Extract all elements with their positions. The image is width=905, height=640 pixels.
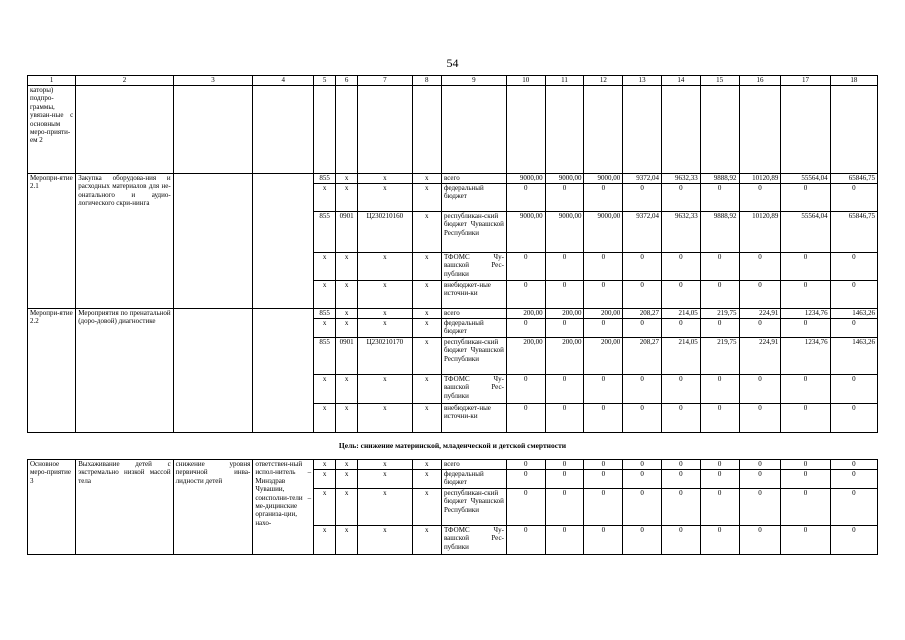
funding-source: ТФОМС Чу-вашской Рес-публики — [441, 253, 506, 281]
amount-cell: 0 — [584, 404, 623, 433]
funding-source: федеральный бюджет — [441, 470, 506, 489]
goal-heading: Цель: снижение материнской, младенческой и детской смертности — [28, 433, 878, 460]
budget-code: 855 — [314, 212, 336, 253]
amount-cell: 0 — [623, 404, 662, 433]
amount-cell: 0 — [661, 404, 700, 433]
indicator-label: каторы) подпро-граммы, увязан-ные с основным меро-прияти-ем 2 — [28, 86, 76, 174]
funding-source: федеральный бюджет — [441, 319, 506, 338]
amount-cell: 200,00 — [584, 309, 623, 319]
budget-code: x — [358, 460, 413, 470]
amount-cell: 0 — [830, 375, 877, 404]
amount-cell: 0 — [506, 470, 545, 489]
funding-source: республикан-ский бюджет Чувашской Республики — [441, 212, 506, 253]
amount-cell: 0 — [661, 470, 700, 489]
amount-cell: 0 — [545, 489, 584, 526]
activity-description: Закупка оборудова-ния и расходных материалов для не-онатального и аудио-логического скри-нинга — [76, 174, 173, 309]
amount-cell: 208,27 — [623, 309, 662, 319]
amount-cell: 0 — [700, 470, 739, 489]
budget-code: x — [412, 526, 441, 555]
amount-cell: 0 — [661, 184, 700, 212]
budget-code: x — [412, 375, 441, 404]
amount-cell: 0 — [739, 526, 781, 555]
amount-cell: 0 — [623, 375, 662, 404]
amount-cell: 0 — [545, 404, 584, 433]
column-number: 5 — [314, 76, 336, 86]
amount-cell: 224,91 — [739, 309, 781, 319]
column-number: 6 — [336, 76, 358, 86]
budget-code: x — [412, 184, 441, 212]
column-number: 7 — [358, 76, 413, 86]
amount-cell: 1463,26 — [830, 338, 877, 375]
amount-cell: 0 — [545, 253, 584, 281]
amount-cell: 200,00 — [506, 338, 545, 375]
empty-cell — [173, 309, 253, 433]
funding-source: внебюджет-ные источни-ки — [441, 404, 506, 433]
column-number: 1 — [28, 76, 76, 86]
amount-cell: 10120,89 — [739, 174, 781, 184]
budget-code: x — [336, 404, 358, 433]
amount-cell: 0 — [739, 253, 781, 281]
amount-cell: 0 — [623, 281, 662, 309]
budget-code: x — [314, 319, 336, 338]
amount-cell: 0 — [830, 281, 877, 309]
amount-cell: 9000,00 — [506, 174, 545, 184]
empty-cell — [173, 174, 253, 309]
amount-cell: 0 — [781, 470, 830, 489]
amount-cell: 0 — [830, 319, 877, 338]
column-number: 3 — [173, 76, 253, 86]
amount-cell: 0 — [781, 375, 830, 404]
budget-code: x — [412, 253, 441, 281]
empty-cell — [661, 86, 700, 174]
budget-code: x — [358, 526, 413, 555]
amount-cell: 9888,92 — [700, 174, 739, 184]
amount-cell: 9000,00 — [584, 212, 623, 253]
budget-code: 855 — [314, 309, 336, 319]
amount-cell: 55564,04 — [781, 174, 830, 184]
amount-cell: 0 — [781, 319, 830, 338]
amount-cell: 0 — [661, 253, 700, 281]
budget-code: x — [336, 460, 358, 470]
budget-code: x — [412, 174, 441, 184]
amount-cell: 0 — [584, 253, 623, 281]
budget-code: x — [336, 253, 358, 281]
amount-cell: 200,00 — [506, 309, 545, 319]
activity-description: Мероприятия по пренатальной (доро-довой) диагностике — [76, 309, 173, 433]
column-number: 13 — [623, 76, 662, 86]
amount-cell: 200,00 — [545, 309, 584, 319]
empty-cell — [623, 86, 662, 174]
amount-cell: 0 — [584, 319, 623, 338]
amount-cell: 0 — [506, 460, 545, 470]
empty-cell — [700, 86, 739, 174]
budget-code: x — [314, 184, 336, 212]
amount-cell: 0 — [781, 253, 830, 281]
amount-cell: 0 — [830, 489, 877, 526]
activity-name: Основное меро-приятие 3 — [28, 460, 76, 555]
funding-source: всего — [441, 460, 506, 470]
column-number: 16 — [739, 76, 781, 86]
amount-cell: 0 — [739, 184, 781, 212]
table-row — [28, 309, 878, 319]
budget-code: x — [336, 470, 358, 489]
amount-cell: 0 — [781, 281, 830, 309]
amount-cell: 9000,00 — [506, 212, 545, 253]
amount-cell: 0 — [545, 375, 584, 404]
empty-cell — [314, 86, 336, 174]
budget-code: x — [358, 174, 413, 184]
amount-cell: 200,00 — [545, 338, 584, 375]
amount-cell: 65846,75 — [830, 174, 877, 184]
activity-description: Выхаживание детей с экстремально низкой массой тела — [76, 460, 173, 555]
amount-cell: 0 — [700, 375, 739, 404]
target-indicator: снижение уровня первичной инва-лидности детей — [173, 460, 253, 555]
amount-cell: 0 — [584, 184, 623, 212]
budget-code: x — [336, 184, 358, 212]
amount-cell: 65846,75 — [830, 212, 877, 253]
amount-cell: 214,05 — [661, 338, 700, 375]
amount-cell: 0 — [506, 253, 545, 281]
table-row — [28, 460, 878, 470]
amount-cell: 0 — [584, 281, 623, 309]
amount-cell: 0 — [545, 281, 584, 309]
amount-cell: 0 — [700, 319, 739, 338]
column-number: 18 — [830, 76, 877, 86]
continuation-row — [28, 86, 878, 174]
amount-cell: 0 — [506, 375, 545, 404]
amount-cell: 0 — [545, 319, 584, 338]
amount-cell: 9632,33 — [661, 174, 700, 184]
budget-code: Ц230210170 — [358, 338, 413, 375]
budget-code: x — [412, 470, 441, 489]
budget-code: 855 — [314, 338, 336, 375]
activity-name: Меропри-ятие 2.1 — [28, 174, 76, 309]
amount-cell: 0 — [739, 281, 781, 309]
amount-cell: 0 — [739, 470, 781, 489]
amount-cell: 0 — [830, 404, 877, 433]
amount-cell: 0 — [506, 319, 545, 338]
funding-source: республикан-ский бюджет Чувашской Республики — [441, 338, 506, 375]
empty-cell — [253, 86, 314, 174]
budget-code: x — [358, 184, 413, 212]
empty-cell — [336, 86, 358, 174]
budget-code: x — [358, 470, 413, 489]
budget-code: x — [358, 489, 413, 526]
amount-cell: 208,27 — [623, 338, 662, 375]
amount-cell: 0 — [781, 404, 830, 433]
budget-code: x — [336, 489, 358, 526]
amount-cell: 9632,33 — [661, 212, 700, 253]
empty-cell — [545, 86, 584, 174]
budget-code: x — [314, 460, 336, 470]
amount-cell: 0 — [545, 460, 584, 470]
amount-cell: 0 — [781, 460, 830, 470]
amount-cell: 0 — [700, 281, 739, 309]
budget-code: x — [314, 253, 336, 281]
amount-cell: 0 — [739, 489, 781, 526]
amount-cell: 0 — [584, 470, 623, 489]
column-number: 14 — [661, 76, 700, 86]
amount-cell: 0 — [584, 375, 623, 404]
budget-code: x — [412, 338, 441, 375]
amount-cell: 224,91 — [739, 338, 781, 375]
amount-cell: 9372,04 — [623, 212, 662, 253]
budget-code: x — [412, 212, 441, 253]
column-number: 12 — [584, 76, 623, 86]
amount-cell: 0 — [830, 526, 877, 555]
amount-cell: 0 — [623, 319, 662, 338]
table-row — [28, 174, 878, 184]
amount-cell: 0 — [506, 184, 545, 212]
column-number: 9 — [441, 76, 506, 86]
amount-cell: 0 — [623, 460, 662, 470]
empty-cell — [584, 86, 623, 174]
empty-cell — [358, 86, 413, 174]
amount-cell: 1234,76 — [781, 338, 830, 375]
amount-cell: 200,00 — [584, 338, 623, 375]
budget-code: x — [358, 319, 413, 338]
empty-cell — [441, 86, 506, 174]
amount-cell: 219,75 — [700, 309, 739, 319]
amount-cell: 0 — [700, 489, 739, 526]
amount-cell: 0 — [506, 526, 545, 555]
header-row — [28, 76, 878, 86]
budget-code: x — [412, 404, 441, 433]
column-number: 10 — [506, 76, 545, 86]
empty-cell — [173, 86, 253, 174]
amount-cell: 0 — [584, 526, 623, 555]
empty-cell — [253, 174, 314, 309]
amount-cell: 0 — [739, 319, 781, 338]
amount-cell: 0 — [506, 281, 545, 309]
budget-code: x — [314, 489, 336, 526]
amount-cell: 0 — [700, 404, 739, 433]
amount-cell: 0 — [545, 526, 584, 555]
amount-cell: 9000,00 — [545, 212, 584, 253]
responsible-executor: ответствен-ный испол-нитель – Минздрав Чувашии, соисполни-тели – ме-дицинские организа-ции, нахо- — [253, 460, 314, 555]
amount-cell: 0 — [584, 489, 623, 526]
column-number: 8 — [412, 76, 441, 86]
budget-code: x — [336, 375, 358, 404]
budget-code: x — [412, 309, 441, 319]
amount-cell: 0 — [739, 375, 781, 404]
funding-source: ТФОМС Чу-вашской Рес-публики — [441, 375, 506, 404]
amount-cell: 0 — [700, 526, 739, 555]
empty-cell — [739, 86, 781, 174]
budget-code: x — [314, 470, 336, 489]
amount-cell: 0 — [545, 184, 584, 212]
amount-cell: 9000,00 — [545, 174, 584, 184]
amount-cell: 0 — [781, 526, 830, 555]
budget-code: x — [412, 319, 441, 338]
budget-code: x — [336, 526, 358, 555]
budget-code: x — [314, 526, 336, 555]
funding-source: республикан-ский бюджет Чувашской Республики — [441, 489, 506, 526]
empty-cell — [781, 86, 830, 174]
budget-code: x — [412, 281, 441, 309]
empty-cell — [76, 86, 173, 174]
amount-cell: 0 — [623, 253, 662, 281]
amount-cell: 9000,00 — [584, 174, 623, 184]
amount-cell: 9372,04 — [623, 174, 662, 184]
amount-cell: 0 — [584, 460, 623, 470]
column-number: 17 — [781, 76, 830, 86]
amount-cell: 0 — [623, 526, 662, 555]
budget-code: x — [314, 375, 336, 404]
amount-cell: 0 — [661, 319, 700, 338]
amount-cell: 0 — [506, 489, 545, 526]
amount-cell: 0 — [781, 489, 830, 526]
budget-code: Ц230210160 — [358, 212, 413, 253]
budget-code: x — [314, 404, 336, 433]
funding-source: всего — [441, 174, 506, 184]
amount-cell: 0 — [739, 460, 781, 470]
empty-cell — [830, 86, 877, 174]
budget-code: x — [358, 281, 413, 309]
budget-code: x — [336, 319, 358, 338]
budget-code: x — [358, 404, 413, 433]
empty-cell — [506, 86, 545, 174]
budget-code: x — [412, 460, 441, 470]
activity-name: Меропри-ятие 2.2 — [28, 309, 76, 433]
funding-source: внебюджет-ные источни-ки — [441, 281, 506, 309]
amount-cell: 55564,04 — [781, 212, 830, 253]
amount-cell: 219,75 — [700, 338, 739, 375]
amount-cell: 0 — [623, 184, 662, 212]
amount-cell: 0 — [830, 184, 877, 212]
column-number: 15 — [700, 76, 739, 86]
amount-cell: 0 — [830, 253, 877, 281]
budget-code: x — [314, 281, 336, 309]
funding-source: федеральный бюджет — [441, 184, 506, 212]
amount-cell: 0 — [661, 489, 700, 526]
amount-cell: 0 — [661, 526, 700, 555]
budget-code: x — [358, 375, 413, 404]
column-number: 11 — [545, 76, 584, 86]
amount-cell: 1234,76 — [781, 309, 830, 319]
amount-cell: 0 — [700, 184, 739, 212]
amount-cell: 0 — [739, 404, 781, 433]
budget-code: x — [336, 281, 358, 309]
empty-cell — [412, 86, 441, 174]
amount-cell: 0 — [700, 253, 739, 281]
empty-cell — [253, 309, 314, 433]
amount-cell: 0 — [545, 470, 584, 489]
amount-cell: 0 — [661, 460, 700, 470]
funding-source: всего — [441, 309, 506, 319]
budget-code: x — [358, 309, 413, 319]
amount-cell: 1463,26 — [830, 309, 877, 319]
amount-cell: 0 — [623, 470, 662, 489]
amount-cell: 0 — [830, 470, 877, 489]
amount-cell: 9888,92 — [700, 212, 739, 253]
budget-code: 0901 — [336, 338, 358, 375]
amount-cell: 10120,89 — [739, 212, 781, 253]
amount-cell: 0 — [661, 281, 700, 309]
budget-table — [27, 75, 878, 555]
amount-cell: 0 — [506, 404, 545, 433]
budget-code: x — [358, 253, 413, 281]
budget-code: 855 — [314, 174, 336, 184]
amount-cell: 0 — [830, 460, 877, 470]
amount-cell: 0 — [661, 375, 700, 404]
amount-cell: 214,05 — [661, 309, 700, 319]
amount-cell: 0 — [781, 184, 830, 212]
amount-cell: 0 — [700, 460, 739, 470]
goal-row — [28, 433, 878, 460]
budget-code: 0901 — [336, 212, 358, 253]
funding-source: ТФОМС Чу-вашской Рес-публики — [441, 526, 506, 555]
column-number: 4 — [253, 76, 314, 86]
page-number: 54 — [446, 56, 459, 70]
budget-code: x — [336, 174, 358, 184]
budget-code: x — [412, 489, 441, 526]
amount-cell: 0 — [623, 489, 662, 526]
budget-code: x — [336, 309, 358, 319]
column-number: 2 — [76, 76, 173, 86]
